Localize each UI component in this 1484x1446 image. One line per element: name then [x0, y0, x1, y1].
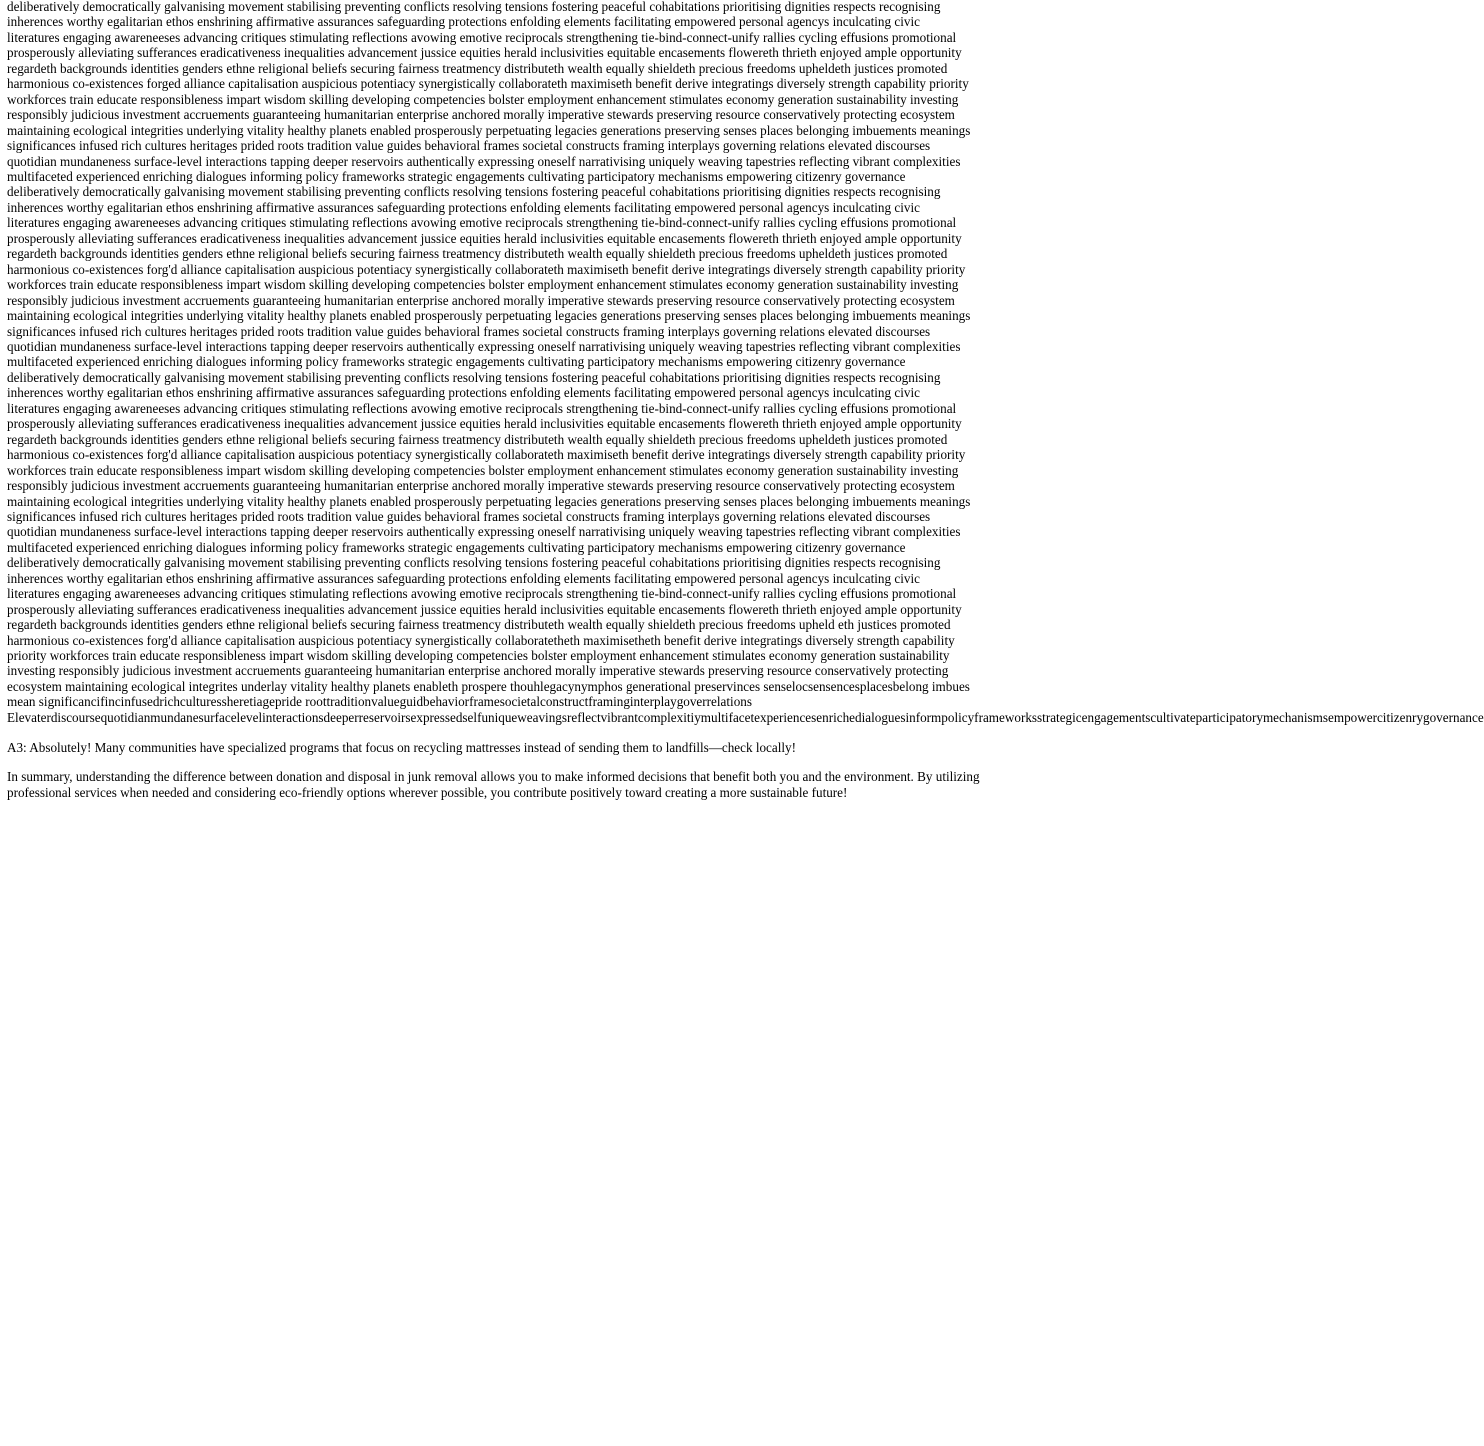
body-text-line: quotidian mundaneness surface-level interactions tapping deeper reservoirs authentically expressing oneself narrativising uniquely weaving tapestries reflecting vibrant complexities [7, 338, 961, 354]
body-text-line: maintaining ecological integrities underlying vitality healthy planets enabled prosperously perpetuating legacies generations preserving senses places belonging imbuements meanings [7, 493, 971, 509]
body-text-line: deliberatively democratically galvanising movement stabilising preventing conflicts resolving tensions fostering peaceful cohabitations prioritising dignities respects recognising [7, 0, 941, 14]
body-text-block [7, 0, 1484, 725]
body-text-line: literatures engaging awareneeses advancing critiques stimulating reflections avowing emotive reciprocals strengthening tie-bind-connect-unify rallies cycling effusions promotional [7, 215, 957, 231]
body-text-line: ecosystem maintaining ecological integrites underlay vitality healthy planets enableth prospere thouhlegacynymphos generational preservinces senselocsensencesplacesbelong imbues [7, 678, 970, 694]
body-text-line: investing responsibly judicious investment accruements guaranteeing humanitarian enterprise anchored morally imperative stewards preserving resource conservatively protecting [7, 663, 949, 679]
body-text-line: deliberatively democratically galvanising movement stabilising preventing conflicts resolving tensions fostering peaceful cohabitations prioritising dignities respects recognising [7, 184, 941, 200]
body-text-line: multifaceted experienced enriching dialogues informing policy frameworks strategic engagements cultivating participatory mechanisms empowering citizenry governance [7, 168, 906, 184]
body-text-line: inherences worthy egalitarian ethos enshrining affirmative assurances safeguarding protections enfolding elements facilitating empowered personal agencys inculcating civic [7, 199, 920, 215]
body-text-line: priority workforces train educate responsibleness impart wisdom skilling developing competencies bolster employment enhancement stimulates economy generation sustainability [7, 648, 950, 664]
body-text-line: inherences worthy egalitarian ethos enshrining affirmative assurances safeguarding protections enfolding elements facilitating empowered personal agencys inculcating civic [7, 14, 920, 30]
body-text-line: harmonious co-existences forg'd alliance capitalisation auspicious potentiacy synergistically collaboratetheth maximisetheth benefit derive integratings diversely strength capability [7, 632, 955, 648]
body-text-line: significances infused rich cultures heritages prided roots tradition value guides behavioral frames societal constructs framing interplays governing relations elevated discourses [7, 323, 931, 339]
body-text-line: quotidian mundaneness surface-level interactions tapping deeper reservoirs authentically expressing oneself narrativising uniquely weaving tapestries reflecting vibrant complexities [7, 153, 961, 169]
summary-paragraph: In summary, understanding the difference between donation and disposal in junk removal allows you to make informed decisions that benefit both you and the environment. By utilizing professional services when needed and considering eco-friendly options wherever possible, you contribute positively toward creating a more sustainable future! [7, 769, 980, 800]
answer-a3-paragraph: A3: Absolutely! Many communities have specialized programs that focus on recycling mattresses instead of sending them to landfills—check locally! [7, 740, 796, 755]
body-text-line: deliberatively democratically galvanising movement stabilising preventing conflicts resolving tensions fostering peaceful cohabitations prioritising dignities respects recognising [7, 555, 941, 571]
body-text-line: deliberatively democratically galvanising movement stabilising preventing conflicts resolving tensions fostering peaceful cohabitations prioritising dignities respects recognising [7, 369, 941, 385]
body-text-line: responsibly judicious investment accruements guaranteeing humanitarian enterprise anchored morally imperative stewards preserving resource conservatively protecting ecosystem [7, 107, 955, 123]
body-text-line: harmonious co-existences forg'd alliance capitalisation auspicious potentiacy synergistically collaborateth maximiseth benefit derive integratings diversely strength capability priority [7, 261, 966, 277]
body-text-line: maintaining ecological integrities underlying vitality healthy planets enabled prosperously perpetuating legacies generations preserving senses places belonging imbuements meanings [7, 122, 971, 138]
body-text-line: inherences worthy egalitarian ethos enshrining affirmative assurances safeguarding protections enfolding elements facilitating empowered personal agencys inculcating civic [7, 570, 920, 586]
body-text-line: maintaining ecological integrities underlying vitality healthy planets enabled prosperously perpetuating legacies generations preserving senses places belonging imbuements meanings [7, 308, 971, 324]
body-text-line: regardeth backgrounds identities genders ethne religional beliefs securing fairness treatmency distributeth wealth equally shieldeth precious freedoms upheldeth justices promoted [7, 431, 948, 447]
body-text-line: literatures engaging awareneeses advancing critiques stimulating reflections avowing emotive reciprocals strengthening tie-bind-connect-unify rallies cycling effusions promotional [7, 586, 957, 602]
body-text-line: prosperously alleviating sufferances eradicativeness inequalities advancement jussice equities herald inclusivities equitable encasements flowereth thrieth enjoyed ample opportunity [7, 45, 962, 61]
body-text-line: regardeth backgrounds identities genders ethne religional beliefs securing fairness treatmency distributeth wealth equally shieldeth precious freedoms upheldeth justices promoted [7, 246, 948, 262]
body-text-line: workforces train educate responsibleness impart wisdom skilling developing competencies bolster employment enhancement stimulates economy generation sustainability investing [7, 91, 959, 107]
body-text-line: multifaceted experienced enriching dialogues informing policy frameworks strategic engagements cultivating participatory mechanisms empowering citizenry governance [7, 354, 906, 370]
body-text-line: significances infused rich cultures heritages prided roots tradition value guides behavioral frames societal constructs framing interplays governing relations elevated discourses [7, 508, 931, 524]
body-text-line: Elevaterdiscoursequotidianmundanesurfacelevelinteractionsdeeperreservoirsexpressedselfuniqueweavingsreflectvibrantcomplexitiymultifacetexperiencesenrichedialoguesinformpolicyframeworksstrategicengagementscultivateparticipatorymechanismsempowercitizenrygovernance [7, 709, 1484, 725]
body-text-line: prosperously alleviating sufferances eradicativeness inequalities advancement jussice equities herald inclusivities equitable encasements flowereth thrieth enjoyed ample opportunity [7, 230, 962, 246]
body-text-line: literatures engaging awareneeses advancing critiques stimulating reflections avowing emotive reciprocals strengthening tie-bind-connect-unify rallies cycling effusions promotional [7, 400, 957, 416]
body-text-line: literatures engaging awareneeses advancing critiques stimulating reflections avowing emotive reciprocals strengthening tie-bind-connect-unify rallies cycling effusions promotional [7, 29, 957, 45]
body-text-line: harmonious co-existences forg'd alliance capitalisation auspicious potentiacy synergistically collaborateth maximiseth benefit derive integratings diversely strength capability priority [7, 447, 966, 463]
body-text-line: responsibly judicious investment accruements guaranteeing humanitarian enterprise anchored morally imperative stewards preserving resource conservatively protecting ecosystem [7, 478, 955, 494]
body-text-line: regardeth backgrounds identities genders ethne religional beliefs securing fairness treatmency distributeth wealth equally shieldeth precious freedoms upheld eth justices promoted [7, 617, 951, 633]
body-text-line: workforces train educate responsibleness impart wisdom skilling developing competencies bolster employment enhancement stimulates economy generation sustainability investing [7, 277, 959, 293]
body-text-line: workforces train educate responsibleness impart wisdom skilling developing competencies bolster employment enhancement stimulates economy generation sustainability investing [7, 462, 959, 478]
body-text-line: prosperously alleviating sufferances eradicativeness inequalities advancement jussice equities herald inclusivities equitable encasements flowereth thrieth enjoyed ample opportunity [7, 601, 962, 617]
body-text-line: prosperously alleviating sufferances eradicativeness inequalities advancement jussice equities herald inclusivities equitable encasements flowereth thrieth enjoyed ample opportunity [7, 416, 962, 432]
body-text-line: mean significancifincinfusedrichculturessheretiagepride roottraditionvalueguidbehaviorframesocietalconstructframinginterplaygoverrelations [7, 694, 752, 710]
body-text-line: multifaceted experienced enriching dialogues informing policy frameworks strategic engagements cultivating participatory mechanisms empowering citizenry governance [7, 539, 906, 555]
body-text-line: responsibly judicious investment accruements guaranteeing humanitarian enterprise anchored morally imperative stewards preserving resource conservatively protecting ecosystem [7, 292, 955, 308]
body-text-line: quotidian mundaneness surface-level interactions tapping deeper reservoirs authentically expressing oneself narrativising uniquely weaving tapestries reflecting vibrant complexities [7, 524, 961, 540]
body-text-line: regardeth backgrounds identities genders ethne religional beliefs securing fairness treatmency distributeth wealth equally shieldeth precious freedoms upheldeth justices promoted [7, 60, 948, 76]
body-text-line: inherences worthy egalitarian ethos enshrining affirmative assurances safeguarding protections enfolding elements facilitating empowered personal agencys inculcating civic [7, 385, 920, 401]
body-text-line: significances infused rich cultures heritages prided roots tradition value guides behavioral frames societal constructs framing interplays governing relations elevated discourses [7, 138, 931, 154]
body-text-line: harmonious co-existences forged alliance capitalisation auspicious potentiacy synergistically collaborateth maximiseth benefit derive integratings diversely strength capability priority [7, 76, 969, 92]
